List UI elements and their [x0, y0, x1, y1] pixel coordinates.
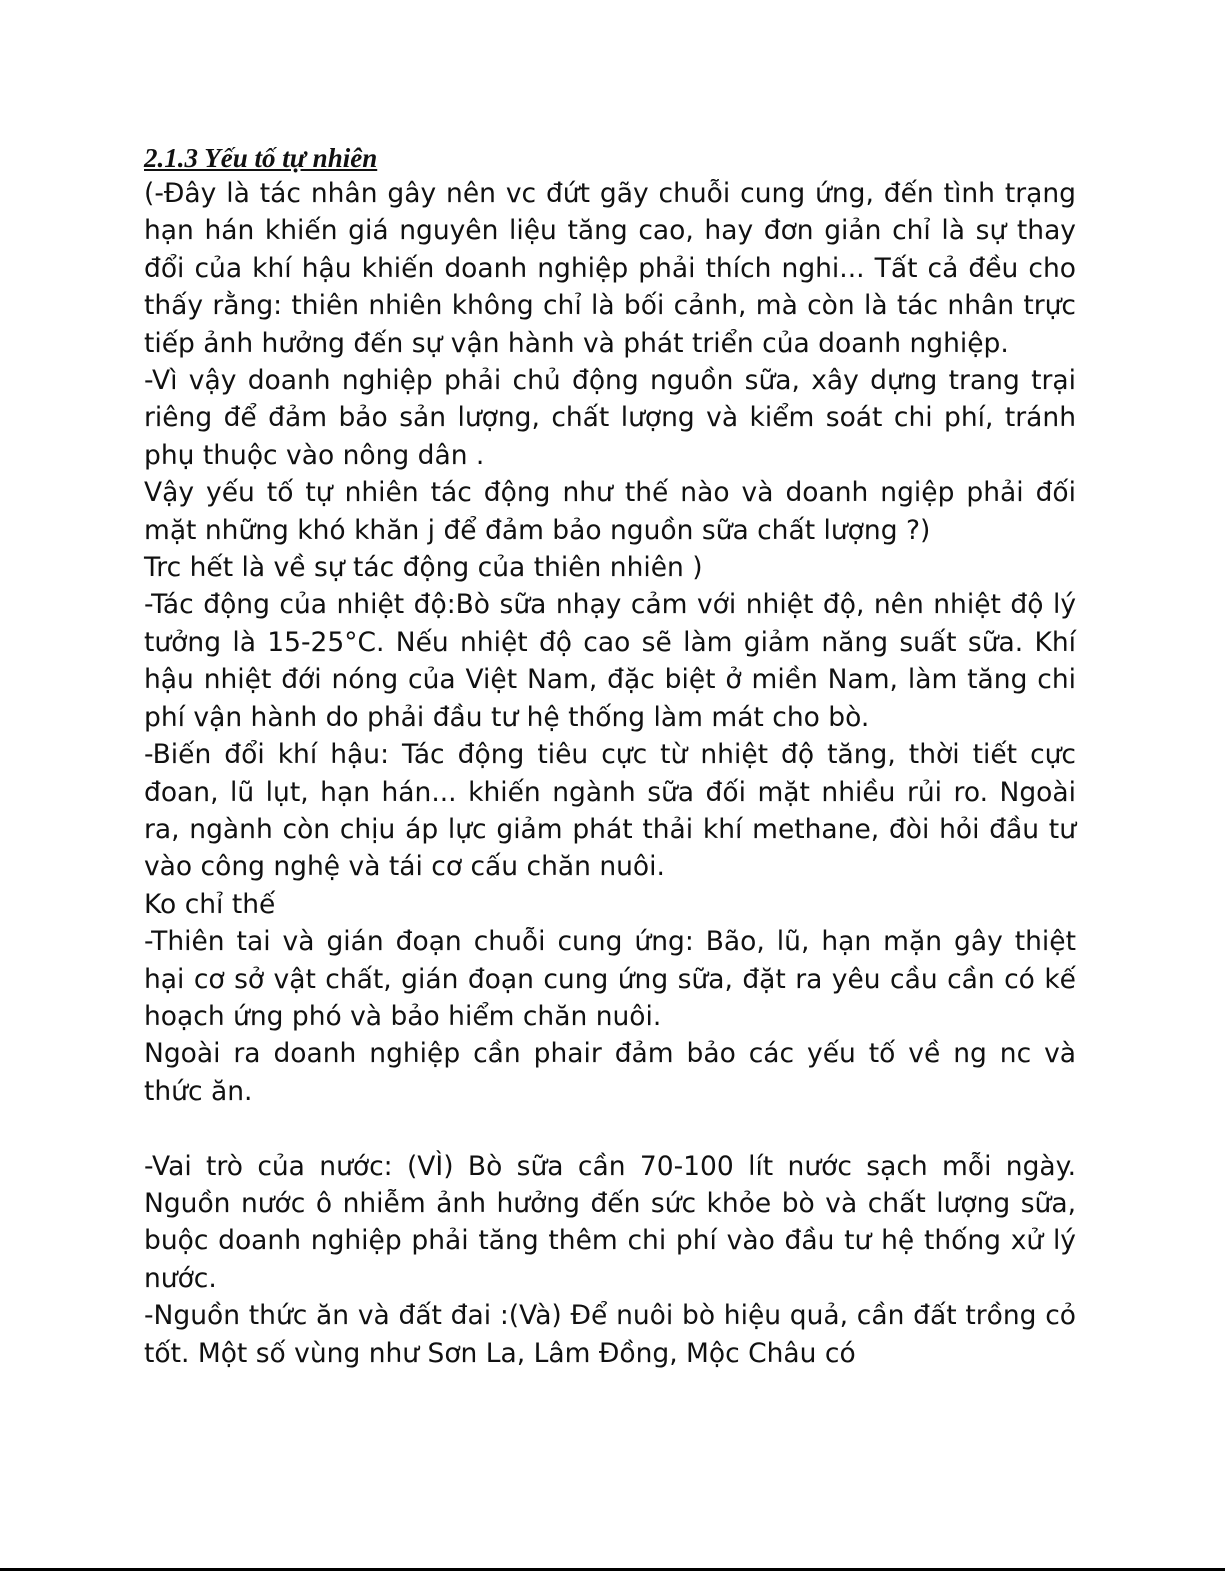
- paragraph-temperature: -Tác động của nhiệt độ:Bò sữa nhạy cảm với nhiệt độ, nên nhiệt độ lý tưởng là 15-25°C. Nếu nhiệt độ cao sẽ làm giảm năng suất sữa. Khí hậu nhiệt đới nóng của Việt Nam, đặc biệt ở miền Nam, làm tăng chi phí vận hành do phải đầu tư hệ thống làm mát cho bò.: [144, 589, 1076, 733]
- document-body: [144, 141, 1076, 1372]
- paragraph-climate-change: -Biến đổi khí hậu: Tác động tiêu cực từ nhiệt độ tăng, thời tiết cực đoan, lũ lụt, hạn hán... khiến ngành sữa đối mặt nhiều rủi ro. Ngoài ra, ngành còn chịu áp lực giảm phát thải khí methane, đòi hỏi đầu tư vào công nghệ và tái cơ cấu chăn nuôi.: [144, 739, 1076, 883]
- paragraph-disasters: -Thiên tai và gián đoạn chuỗi cung ứng: Bão, lũ, hạn mặn gây thiệt hại cơ sở vật chất, gián đoạn cung ứng sữa, đặt ra yêu cầu cần có kế hoạch ứng phó và bảo hiểm chăn nuôi.: [144, 926, 1076, 1032]
- paragraph-water-feed-intro: Ngoài ra doanh nghiệp cần phair đảm bảo các yếu tố về ng nc và thức ăn.: [144, 1038, 1076, 1107]
- paragraph-intro: (-Đây là tác nhân gây nên vc đứt gãy chuỗi cung ứng, đến tình trạng hạn hán khiến giá nguyên liệu tăng cao, hay đơn giản chỉ là sự thay đổi của khí hậu khiến doanh nghiệp phải thích nghi... Tất cả đều cho thấy rằng: thiên nhiên không chỉ là bối cảnh, mà còn là tác nhân trực tiếp ảnh hưởng đến sự vận hành và phát triển của doanh nghiệp.: [144, 178, 1076, 359]
- paragraph-feed-land: -Nguồn thức ăn và đất đai :(Và) Để nuôi bò hiệu quả, cần đất trồng cỏ tốt. Một số vùng như Sơn La, Lâm Đồng, Mộc Châu có: [144, 1300, 1076, 1369]
- paragraph-water: -Vai trò của nước: (VÌ) Bò sữa cần 70-100 lít nước sạch mỗi ngày. Nguồn nước ô nhiễm ảnh hưởng đến sức khỏe bò và chất lượng sữa, buộc doanh nghiệp phải tăng thêm chi phí vào đầu tư hệ thống xử lý nước.: [144, 1150, 1076, 1294]
- blank-line: [144, 1110, 1076, 1147]
- page-bottom-border: [0, 1568, 1225, 1571]
- section-heading: 2.1.3 Yếu tố tự nhiên: [144, 143, 378, 173]
- paragraph-question: Vậy yếu tố tự nhiên tác động như thế nào và doanh ngiệp phải đối mặt những khó khăn j để đảm bảo nguồn sữa chất lượng ?): [144, 477, 1076, 546]
- paragraph-transition-nature: Trc hết là về sự tác động của thiên nhiên ): [144, 552, 703, 584]
- paragraph-transition-more: Ko chỉ thế: [144, 888, 276, 920]
- paragraph-own-farms: -Vì vậy doanh nghiệp phải chủ động nguồn sữa, xây dựng trang trại riêng để đảm bảo sản lượng, chất lượng và kiểm soát chi phí, tránh phụ thuộc vào nông dân .: [144, 365, 1076, 471]
